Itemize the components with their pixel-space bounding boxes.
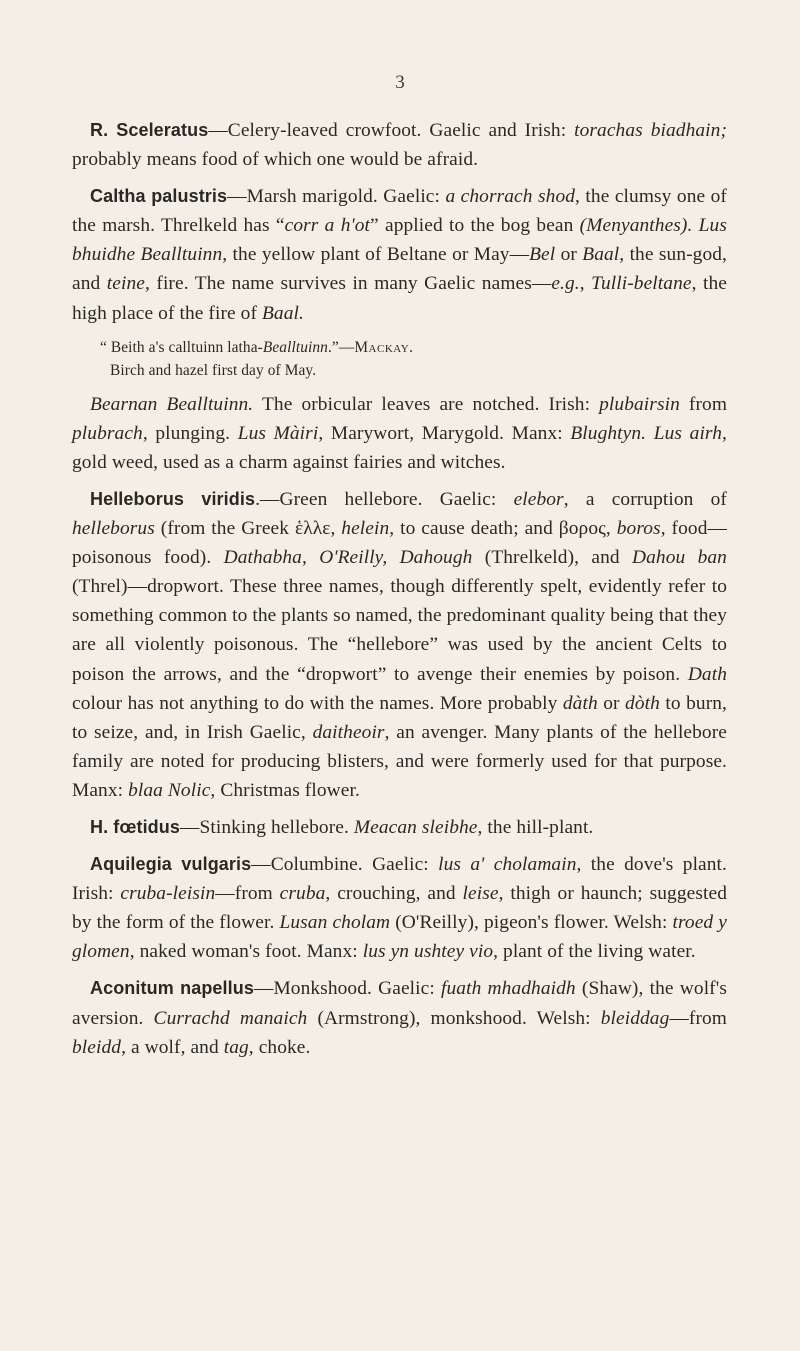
italic-term: Dath — [687, 663, 727, 685]
text-run: probably means food of which one would be afraid. — [72, 149, 479, 171]
text-run: , fire. The name survives in many Gaelic names— — [144, 273, 552, 295]
italic-term: dàth — [562, 692, 598, 714]
text-run: , thigh or haunch; suggested by the form of the flower. — [72, 883, 727, 934]
text-run: , the sun-god, and — [72, 244, 728, 295]
paragraph-h-foetidus — [72, 813, 727, 842]
text-run: colour has not anything to do with the names. More probably — [72, 692, 563, 714]
italic-term: bleiddag — [600, 1007, 670, 1029]
quote-line — [72, 359, 727, 382]
paragraph-helleborus-viridis — [72, 485, 727, 805]
italic-term: Bealltuinn — [262, 338, 328, 356]
text-run: —Columbine. Gaelic: — [251, 854, 439, 876]
text-run: , naked woman's foot. Manx: — [129, 941, 363, 963]
italic-term: cruba — [279, 883, 326, 905]
italic-term: tag — [223, 1036, 249, 1058]
italic-term: dòth — [625, 692, 660, 714]
text-run: .—Green hellebore. Gaelic: — [255, 488, 514, 510]
text-run: .”— — [327, 338, 355, 356]
italic-term: Dathabha, O'Reilly, Dahough — [223, 547, 473, 569]
italic-term: Bearnan Bealltuinn. — [90, 393, 254, 415]
text-run: —from — [215, 883, 280, 905]
italic-term: Meacan sleibhe — [353, 816, 478, 838]
text-run: (Shaw), the wolf's aversion. — [72, 978, 727, 1029]
text-run: from — [679, 393, 728, 415]
italic-term: helleborus — [72, 518, 155, 540]
species-name: Aquilegia vulgaris — [90, 854, 252, 875]
text-run: (Threlkeld), and — [472, 547, 632, 569]
italic-term: boros — [616, 518, 661, 540]
italic-term: bleidd — [72, 1036, 122, 1058]
text-run: , a corruption of — [563, 488, 727, 510]
text-run: The orbicular leaves are notched. Irish: — [253, 393, 600, 415]
italic-term: lus a' cholamain — [438, 854, 577, 876]
italic-term: a chorrach shod — [445, 186, 576, 208]
text-run: “ Beith a's calltuinn latha- — [100, 338, 263, 356]
text-run: ” applied to the bog bean — [370, 215, 580, 237]
italic-term: torachas biadhain; — [574, 120, 727, 141]
text-run: (from the Greek ἑλλε, — [154, 518, 342, 540]
text-run: —Stinking hellebore. — [179, 816, 354, 838]
italic-term: lus yn ushtey vio — [362, 941, 494, 963]
italic-term: Blughtyn. Lus airh — [570, 422, 723, 444]
species-name: Caltha palustris — [90, 186, 228, 207]
paragraph-caltha-palustris — [72, 182, 727, 327]
italic-term: Baal — [582, 244, 620, 266]
text-run: (Armstrong), monkshood. Welsh: — [307, 1007, 601, 1029]
text-run: —Celery-leaved crowfoot. Gaelic and Irish: — [208, 120, 575, 141]
species-name: Helleborus viridis — [90, 488, 256, 509]
paragraph-bearnan-bealltuinn — [72, 390, 727, 477]
species-name: R. Sceleratus — [90, 120, 209, 140]
text-run: , gold weed, used as a charm against fairies and witches. — [72, 422, 727, 473]
italic-term: Currachd manaich — [153, 1007, 308, 1029]
italic-term: plubairsin — [599, 393, 680, 415]
text-run: , choke. — [248, 1036, 311, 1058]
text-run: , the high place of the fire of — [72, 273, 727, 324]
italic-term: daitheoir — [312, 721, 385, 743]
text-run: —Monkshood. Gaelic: — [253, 978, 441, 1000]
italic-term: leise — [462, 883, 499, 905]
text-run: , the hill-plant. — [477, 816, 594, 838]
text-run: , a wolf, and — [121, 1036, 224, 1058]
italic-term: fuath mhadhaidh — [441, 978, 576, 1000]
italic-term: Dahou ban — [632, 547, 727, 569]
text-run: , plunging. — [142, 422, 238, 444]
text-run: , — [579, 273, 592, 295]
italic-term: Tulli-beltane — [591, 273, 692, 295]
text-run: —from — [669, 1007, 727, 1029]
paragraph-aquilegia-vulgaris — [72, 850, 727, 966]
text-run: (O'Reilly), pigeon's flower. Welsh: — [390, 912, 673, 934]
page-number: 3 — [395, 72, 405, 93]
text-run: , Christmas flower. — [210, 779, 360, 801]
italic-term: Baal. — [261, 302, 304, 324]
italic-term: plubrach — [72, 422, 143, 444]
text-run: , the dove's plant. Irish: — [72, 854, 727, 905]
text-run: or — [555, 244, 583, 266]
italic-term: elebor — [513, 488, 564, 510]
italic-term: teine — [106, 273, 145, 295]
text-run: , to cause death; and βορος, — [389, 518, 617, 540]
text-run: Mackay. — [354, 338, 414, 356]
italic-term: Bel — [529, 244, 556, 266]
text-run: , the clumsy one of the marsh. Threlkeld has “ — [72, 186, 727, 237]
species-name: Aconitum napellus — [90, 978, 254, 999]
italic-term: troed y glomen — [72, 912, 727, 963]
text-run: , an avenger. Many plants of the hellebore family are noted for producing blisters, and were formerly used for that purpose. Manx: — [72, 721, 727, 801]
italic-term: helein — [341, 518, 390, 540]
paragraph-aconitum-napellus — [72, 974, 727, 1061]
italic-term: Lus Màiri — [237, 422, 319, 444]
text-run: —Marsh marigold. Gaelic: — [227, 186, 446, 208]
text-run: , crouching, and — [325, 883, 463, 905]
italic-term: e.g. — [551, 273, 580, 295]
italic-term: (Menyanthes). Lus bhuidhe Bealltuinn — [72, 215, 727, 266]
text-run: , Marywort, Marygold. Manx: — [318, 422, 571, 444]
species-name: H. fœtidus — [90, 816, 180, 837]
text-run: to burn, to seize, and, in Irish Gaelic, — [72, 692, 727, 743]
quote-line — [72, 336, 727, 359]
italic-term: blaa Nolic — [128, 779, 211, 801]
body-text — [72, 116, 727, 1062]
italic-term: corr a h'ot — [284, 215, 371, 237]
paragraph-r-sceleratus — [72, 116, 727, 174]
italic-term: cruba-leisin — [120, 883, 216, 905]
text-run: (Threl)—dropwort. These three names, though differently spelt, evidently refer to something common to the plants so named, the predominant quality being that they are all violently poisonous. The “hellebore” was used by the ancient Celts to poison the arrows, and the “dropwort” to avenge their enemies by poison. — [72, 576, 727, 685]
text-run: , food—poisonous food). — [72, 518, 727, 569]
text-run: or — [597, 692, 626, 714]
text-run: , plant of the living water. — [493, 941, 696, 963]
text-run: Birch and hazel first day of May. — [110, 361, 317, 379]
text-run: , the yellow plant of Beltane or May— — [222, 244, 530, 266]
italic-term: Lusan cholam — [279, 912, 391, 934]
